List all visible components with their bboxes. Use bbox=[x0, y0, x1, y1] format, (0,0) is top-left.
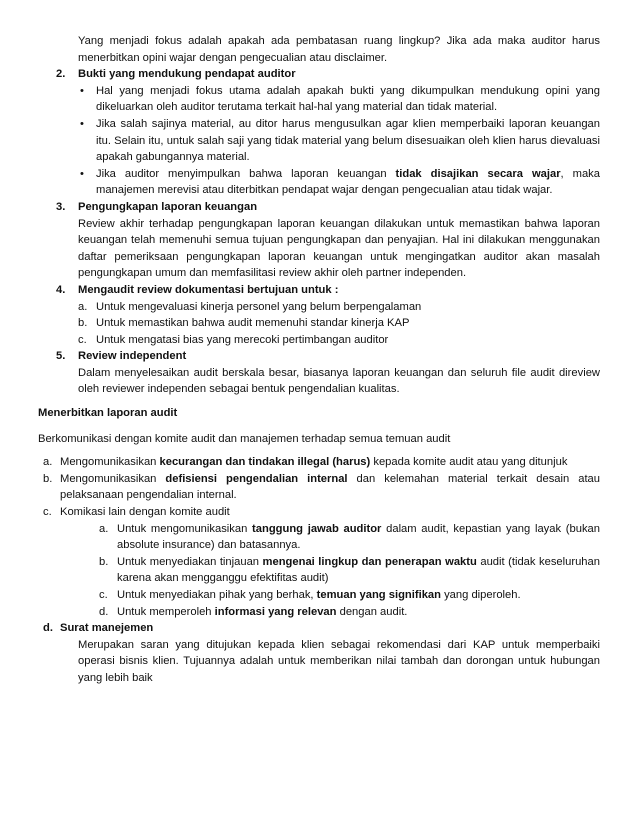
section-5-heading bbox=[38, 348, 600, 365]
section-2-heading bbox=[38, 66, 600, 83]
section-number: 5. bbox=[56, 350, 66, 363]
sub-list-item: d. Untuk memperoleh informasi yang relevan dengan audit. bbox=[99, 605, 408, 618]
sub-list-item: b. Untuk menyediakan tinjauan mengenai lingkup dan penerapan waktu audit (tidak keseluruhan karena akan mengganggu efektifitas audit) bbox=[99, 555, 600, 585]
list-item: c. Komikasi lain dengan komite audit bbox=[43, 506, 230, 519]
list-item: c. Untuk mengatasi bias yang merecoki pertimbangan auditor bbox=[78, 333, 389, 346]
bullet-item: • Hal yang menjadi fokus utama adalah apakah bukti yang dikumpulkan mendukung opini yang dikeluarkan oleh auditor terutama terkait hal-hal yang material dan tidak material. bbox=[80, 84, 600, 114]
list-item: b. Mengomunikasikan defisiensi pengendalian internal dan kelemahan material terkait desain atau pelaksanaan pengendalian internal. bbox=[43, 472, 600, 502]
section-title: Mengaudit review dokumentasi bertujuan untuk : bbox=[78, 283, 339, 296]
bullet-icon: • bbox=[80, 117, 84, 130]
list-item-heading: d. Surat manejemen bbox=[43, 622, 154, 635]
bullet-item: • Jika auditor menyimpulkan bahwa laporan keuangan tidak disajikan secara wajar, maka manajemen merevisi atau diterbitkan pendapat wajar dengan pengecualian atau tidak wajar. bbox=[80, 167, 600, 197]
intro-paragraph: Yang menjadi fokus adalah apakah ada pembatasan ruang lingkup? Jika ada maka auditor harus menerbitkan opini wajar dengan pengecualian atau disclaimer. bbox=[78, 35, 600, 64]
section-4-heading bbox=[38, 282, 600, 299]
section-5-body: Dalam menyelesaikan audit berskala besar, biasanya laporan keuangan dan seluruh file audit direview oleh reviewer independen sebagai bentuk pengendalian kualitas. bbox=[78, 366, 600, 396]
section-number: 4. bbox=[56, 283, 66, 296]
section-number: 2. bbox=[56, 68, 66, 81]
bold-phrase: mengenai lingkup dan penerapan waktu bbox=[262, 555, 477, 568]
sub-list-item: c. Untuk menyediakan pihak yang berhak, temuan yang signifikan yang diperoleh. bbox=[99, 589, 521, 601]
section-title: Bukti yang mendukung pendapat auditor bbox=[78, 68, 296, 81]
bold-phrase: defisiensi pengendalian internal bbox=[165, 472, 348, 485]
list-item: b. Untuk memastikan bahwa audit memenuhi standar kinerja KAP bbox=[78, 317, 410, 330]
bold-phrase: temuan yang signifikan bbox=[316, 589, 441, 601]
bullet-item: • Jika salah sajinya material, au ditor harus mengusulkan agar klien memperbaiki laporan keuangan itu. Selain itu, untuk salah saji yang tidak material yang belum disesuaikan oleh klien harus dievaluasi apakah gabungannya material. bbox=[80, 117, 600, 164]
section-3-body: Review akhir terhadap pengungkapan laporan keuangan dilakukan untuk memastikan bahwa laporan keuangan telah memenuhi semua tujuan pengungkapan dan penyajian. Hal ini dilakukan menggunakan daftar pemeriksaan pengungkapan laporan keuangan untuk mengingatkan auditor akan masalah pengungkapan umum dan memfasilitasi review akhir oleh partner independen. bbox=[78, 217, 600, 280]
bold-phrase: kecurangan dan tindakan illegal (harus) bbox=[159, 456, 371, 469]
list-item: a. Untuk mengevaluasi kinerja personel yang belum berpengalaman bbox=[78, 300, 422, 313]
bold-phrase: tidak disajikan secara wajar bbox=[395, 167, 561, 180]
lead-paragraph: Berkomunikasi dengan komite audit dan manajemen terhadap semua temuan audit bbox=[38, 432, 451, 445]
section-title: Review independent bbox=[78, 350, 187, 363]
bullet-icon: • bbox=[80, 84, 84, 97]
bold-phrase: tanggung jawab auditor bbox=[252, 522, 382, 535]
bullet-icon: • bbox=[80, 167, 84, 180]
document-page bbox=[38, 33, 600, 687]
section-3-heading bbox=[38, 199, 600, 216]
section-number: 3. bbox=[56, 200, 66, 213]
sub-list-item: a. Untuk mengomunikasikan tanggung jawab auditor dalam audit, kepastian yang layak (bukan absolute insurance) dan batasannya. bbox=[99, 522, 600, 552]
bold-phrase: informasi yang relevan bbox=[214, 605, 337, 618]
list-item: a. Mengomunikasikan kecurangan dan tindakan illegal (harus) kepada komite audit atau yang ditunjuk bbox=[43, 456, 568, 469]
surat-manajemen-body: Merupakan saran yang ditujukan kepada klien sebagai rekomendasi dari KAP untuk memperbaiki operasi bisnis klien. Tujuannya adalah untuk memberikan nilai tambah dan dorongan untuk hubungan yang lebih baik bbox=[78, 638, 600, 684]
page-heading: Menerbitkan laporan audit bbox=[38, 407, 178, 420]
section-title: Pengungkapan laporan keuangan bbox=[78, 200, 258, 213]
